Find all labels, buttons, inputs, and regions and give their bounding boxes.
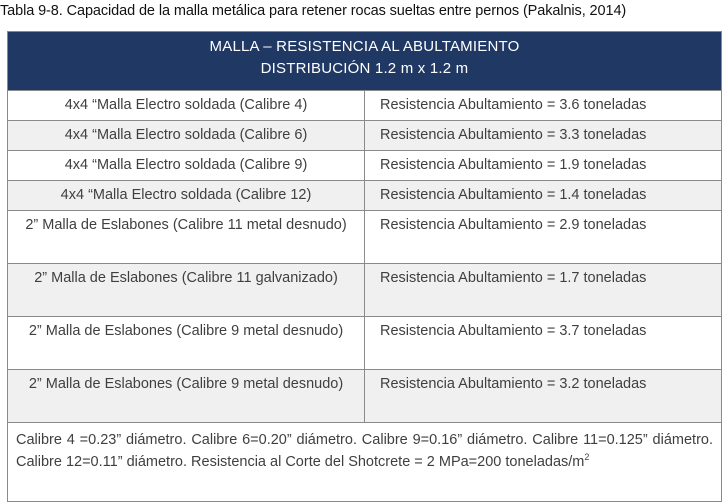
mesh-type-cell: 4x4 “Malla Electro soldada (Calibre 12)	[8, 181, 365, 211]
footnote-superscript: 2	[584, 452, 590, 463]
resistance-cell: Resistencia Abultamiento = 2.9 toneladas	[365, 211, 722, 264]
table-header-row	[8, 32, 722, 91]
mesh-type-cell: 2” Malla de Eslabones (Calibre 9 metal desnudo)	[8, 370, 365, 423]
table-row	[8, 181, 722, 211]
table-row	[8, 91, 722, 121]
table-row	[8, 370, 722, 423]
mesh-type-cell: 2” Malla de Eslabones (Calibre 9 metal desnudo)	[8, 317, 365, 370]
mesh-type-cell: 4x4 “Malla Electro soldada (Calibre 9)	[8, 151, 365, 181]
table-row	[8, 211, 722, 264]
mesh-type-cell: 2” Malla de Eslabones (Calibre 11 metal desnudo)	[8, 211, 365, 264]
resistance-cell: Resistencia Abultamiento = 1.9 toneladas	[365, 151, 722, 181]
table-footnote-row	[8, 423, 722, 502]
resistance-cell: Resistencia Abultamiento = 3.6 toneladas	[365, 91, 722, 121]
resistance-cell: Resistencia Abultamiento = 1.4 toneladas	[365, 181, 722, 211]
resistance-cell: Resistencia Abultamiento = 3.3 toneladas	[365, 121, 722, 151]
table-row	[8, 317, 722, 370]
header-subtitle: DISTRIBUCIÓN 1.2 m x 1.2 m	[260, 60, 469, 77]
table-header	[8, 32, 722, 91]
resistance-cell: Resistencia Abultamiento = 3.2 toneladas	[365, 370, 722, 423]
mesh-type-cell: 4x4 “Malla Electro soldada (Calibre 4)	[8, 91, 365, 121]
header-title: MALLA – RESISTENCIA AL ABULTAMIENTO	[209, 38, 520, 55]
table-row	[8, 151, 722, 181]
resistance-cell: Resistencia Abultamiento = 1.7 toneladas	[365, 264, 722, 317]
mesh-type-cell: 2” Malla de Eslabones (Calibre 11 galvanizado)	[8, 264, 365, 317]
table-row	[8, 264, 722, 317]
mesh-resistance-table	[7, 31, 722, 502]
mesh-type-cell: 4x4 “Malla Electro soldada (Calibre 6)	[8, 121, 365, 151]
table-row	[8, 121, 722, 151]
table-caption: Tabla 9-8. Capacidad de la malla metálica para retener rocas sueltas entre pernos (Pakalnis, 2014)	[0, 3, 627, 19]
footnote-text: Calibre 4 =0.23” diámetro. Calibre 6=0.20” diámetro. Calibre 9=0.16” diámetro. Calibre 11=0.125” diámetro. Calibre 12=0.11” diámetro. Resistencia al Corte del Shotcrete = 2 MPa=200 toneladas/m	[16, 432, 713, 470]
resistance-cell: Resistencia Abultamiento = 3.7 toneladas	[365, 317, 722, 370]
table-footnote	[8, 423, 722, 502]
